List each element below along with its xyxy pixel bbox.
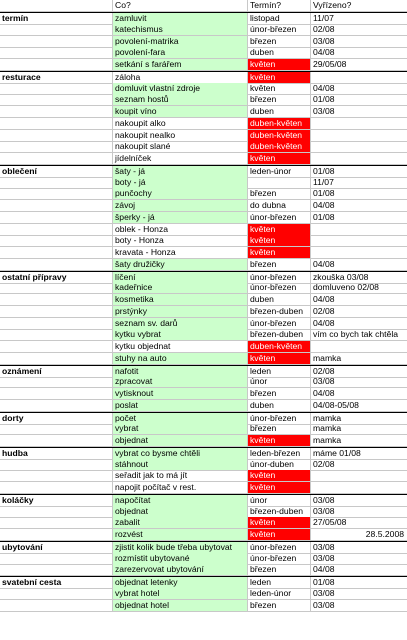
done-cell[interactable]: 02/08 (311, 459, 407, 471)
category-cell[interactable] (0, 130, 113, 142)
category-cell[interactable] (0, 564, 113, 576)
done-cell[interactable] (311, 118, 407, 130)
header-cell-done[interactable]: Vyřízeno? (311, 0, 407, 12)
table-row (0, 247, 407, 259)
category-cell[interactable] (0, 235, 113, 247)
term-cell[interactable]: únor (248, 495, 311, 507)
done-cell[interactable]: 04/08 (311, 47, 407, 59)
done-cell[interactable]: 04/08 (311, 564, 407, 576)
item-cell[interactable]: punčochy (113, 188, 248, 200)
item-cell[interactable]: šaty družičky (113, 259, 248, 271)
category-cell[interactable] (0, 553, 113, 565)
table-row (0, 259, 407, 271)
item-cell[interactable]: napojit počítač v rest. (113, 482, 248, 494)
category-cell[interactable] (0, 459, 113, 471)
table-row (0, 153, 407, 165)
category-cell[interactable] (0, 470, 113, 482)
item-cell[interactable]: rozvést (113, 529, 248, 541)
term-cell[interactable]: květen (248, 482, 311, 494)
term-cell[interactable]: březen-duben (248, 306, 311, 318)
category-cell[interactable] (0, 94, 113, 106)
table-row (0, 306, 407, 318)
category-cell[interactable] (0, 259, 113, 271)
table-row (0, 212, 407, 224)
category-cell[interactable] (0, 529, 113, 541)
category-cell[interactable] (0, 36, 113, 48)
category-cell[interactable] (0, 294, 113, 306)
term-cell[interactable]: únor-březen (248, 272, 311, 284)
done-cell[interactable]: 04/08-05/08 (311, 400, 407, 412)
table-row (0, 177, 407, 189)
item-cell[interactable]: oblek - Honza (113, 224, 248, 236)
term-cell[interactable]: březen (248, 388, 311, 400)
table-row (0, 564, 407, 576)
item-cell[interactable]: objednat letenky (113, 577, 248, 589)
term-cell[interactable]: leden-březen (248, 448, 311, 460)
category-cell[interactable] (0, 47, 113, 59)
item-cell[interactable]: jídelníček (113, 153, 248, 165)
table-row (0, 188, 407, 200)
item-cell[interactable]: počet (113, 413, 248, 425)
done-cell[interactable]: 03/08 (311, 506, 407, 518)
done-cell[interactable]: 04/08 (311, 318, 407, 330)
done-cell[interactable] (311, 470, 407, 482)
category-cell[interactable] (0, 282, 113, 294)
item-cell[interactable]: zpracovat (113, 376, 248, 388)
done-cell[interactable]: mamka (311, 413, 407, 425)
table-row (0, 470, 407, 482)
table-row (0, 329, 407, 341)
item-cell[interactable]: poslat (113, 400, 248, 412)
term-cell[interactable]: květen (248, 235, 311, 247)
category-cell[interactable] (0, 517, 113, 529)
item-cell[interactable]: záloha (113, 72, 248, 84)
item-cell[interactable]: seřadit jak to má jít (113, 470, 248, 482)
table-row (0, 141, 407, 153)
item-cell[interactable]: vybrat hotel (113, 588, 248, 600)
done-cell[interactable] (311, 247, 407, 259)
term-cell[interactable]: únor-březen (248, 24, 311, 36)
table-row (0, 200, 407, 212)
done-cell[interactable]: 01/08 (311, 212, 407, 224)
category-cell[interactable]: koláčky (0, 495, 113, 507)
term-cell[interactable]: březen (248, 600, 311, 612)
done-cell[interactable]: 04/08 (311, 388, 407, 400)
item-cell[interactable]: vytisknout (113, 388, 248, 400)
header-cell-category[interactable] (0, 0, 113, 12)
term-cell[interactable]: únor (248, 376, 311, 388)
item-cell[interactable]: zabalit (113, 517, 248, 529)
term-cell[interactable]: únor-březen (248, 542, 311, 554)
category-cell[interactable] (0, 247, 113, 259)
done-cell[interactable]: 29/05/08 (311, 59, 407, 71)
item-cell[interactable]: vybrat co bysme chtěli (113, 448, 248, 460)
item-cell[interactable]: stáhnout (113, 459, 248, 471)
done-cell[interactable] (311, 153, 407, 165)
term-cell[interactable]: květen (248, 517, 311, 529)
term-cell[interactable]: květen (248, 224, 311, 236)
table-row (0, 553, 407, 565)
item-cell[interactable]: zjistit kolik bude třeba ubytovat (113, 542, 248, 554)
category-cell[interactable] (0, 329, 113, 341)
done-cell[interactable]: 03/08 (311, 600, 407, 612)
table-row (0, 94, 407, 106)
header-cell-term[interactable]: Termín? (248, 0, 311, 12)
term-cell[interactable]: květen (248, 83, 311, 95)
done-cell[interactable]: 11/07 (311, 13, 407, 25)
term-cell[interactable]: únor-březen (248, 318, 311, 330)
done-cell[interactable]: 01/08 (311, 166, 407, 178)
table-row (0, 282, 407, 294)
term-cell[interactable]: květen (248, 59, 311, 71)
done-cell[interactable]: 01/08 (311, 94, 407, 106)
category-cell[interactable]: termín (0, 13, 113, 25)
category-cell[interactable]: oznámení (0, 366, 113, 378)
term-cell[interactable]: březen (248, 188, 311, 200)
item-cell[interactable]: nakoupit nealko (113, 130, 248, 142)
term-cell[interactable]: květen (248, 153, 311, 165)
item-cell[interactable]: boty - Honza (113, 235, 248, 247)
term-cell[interactable]: leden-únor (248, 588, 311, 600)
done-cell[interactable]: 03/08 (311, 36, 407, 48)
term-cell[interactable]: duben-květen (248, 141, 311, 153)
term-cell[interactable]: únor-březen (248, 212, 311, 224)
done-cell[interactable]: 03/08 (311, 542, 407, 554)
category-cell[interactable] (0, 83, 113, 95)
table-row (0, 506, 407, 518)
term-cell[interactable] (248, 177, 311, 189)
term-cell[interactable]: březen (248, 36, 311, 48)
item-cell[interactable]: stuhy na auto (113, 353, 248, 365)
item-cell[interactable]: závoj (113, 200, 248, 212)
term-cell[interactable]: do dubna (248, 200, 311, 212)
item-cell[interactable]: napočítat (113, 495, 248, 507)
term-cell[interactable]: listopad (248, 13, 311, 25)
item-cell[interactable]: katechismus (113, 24, 248, 36)
done-cell[interactable] (311, 141, 407, 153)
table-row (0, 318, 407, 330)
item-cell[interactable]: povolení-matrika (113, 36, 248, 48)
table-row (0, 59, 407, 71)
item-cell[interactable]: vybrat (113, 423, 248, 435)
item-cell[interactable]: kravata - Honza (113, 247, 248, 259)
category-cell[interactable] (0, 482, 113, 494)
category-cell[interactable] (0, 306, 113, 318)
item-cell[interactable]: nakoupit slané (113, 141, 248, 153)
done-cell[interactable]: mamka (311, 435, 407, 447)
done-cell[interactable]: 02/08 (311, 24, 407, 36)
item-cell[interactable]: kytku vybrat (113, 329, 248, 341)
term-cell[interactable]: květen (248, 72, 311, 84)
done-cell[interactable]: mamka (311, 353, 407, 365)
done-cell[interactable]: 03/08 (311, 495, 407, 507)
category-cell[interactable] (0, 588, 113, 600)
done-cell[interactable] (311, 235, 407, 247)
category-cell[interactable] (0, 318, 113, 330)
category-cell[interactable] (0, 388, 113, 400)
done-cell[interactable]: 03/08 (311, 106, 407, 118)
category-cell[interactable] (0, 59, 113, 71)
category-cell[interactable]: dorty (0, 413, 113, 425)
item-cell[interactable]: šaty - já (113, 166, 248, 178)
done-cell[interactable]: zkouška 03/08 (311, 272, 407, 284)
item-cell[interactable]: kadeřnice (113, 282, 248, 294)
category-cell[interactable] (0, 200, 113, 212)
header-cell-what[interactable]: Co? (113, 0, 248, 12)
term-cell[interactable]: březen-duben (248, 506, 311, 518)
category-cell[interactable]: hudba (0, 448, 113, 460)
done-cell[interactable]: 27/05/08 (311, 517, 407, 529)
item-cell[interactable]: domluvit vlastní zdroje (113, 83, 248, 95)
done-cell[interactable] (311, 341, 407, 353)
done-cell[interactable]: vím co bych tak chtěla (311, 329, 407, 341)
table-row (0, 235, 407, 247)
done-cell[interactable]: máme 01/08 (311, 448, 407, 460)
term-cell[interactable]: únor-duben (248, 459, 311, 471)
item-cell[interactable]: rozmístit ubytované (113, 553, 248, 565)
term-cell[interactable]: březen (248, 564, 311, 576)
term-cell[interactable]: květen (248, 529, 311, 541)
category-cell[interactable] (0, 212, 113, 224)
term-cell[interactable]: duben (248, 47, 311, 59)
category-cell[interactable] (0, 376, 113, 388)
category-cell[interactable]: svatební cesta (0, 577, 113, 589)
table-row (0, 588, 407, 600)
item-cell[interactable]: seznam hostů (113, 94, 248, 106)
item-cell[interactable]: zamluvit (113, 13, 248, 25)
item-cell[interactable]: prstýnky (113, 306, 248, 318)
term-cell[interactable]: březen-duben (248, 329, 311, 341)
category-cell[interactable] (0, 506, 113, 518)
done-cell[interactable] (311, 482, 407, 494)
table-row (0, 376, 407, 388)
table-row (0, 130, 407, 142)
done-cell[interactable] (311, 224, 407, 236)
item-cell[interactable]: koupit víno (113, 106, 248, 118)
done-cell[interactable]: 02/08 (311, 366, 407, 378)
done-cell[interactable]: mamka (311, 423, 407, 435)
item-cell[interactable]: povolení-fara (113, 47, 248, 59)
table-row (0, 83, 407, 95)
table-row (0, 341, 407, 353)
term-cell[interactable]: březen (248, 423, 311, 435)
category-cell[interactable] (0, 118, 113, 130)
category-cell[interactable] (0, 353, 113, 365)
done-cell[interactable]: 04/08 (311, 83, 407, 95)
item-cell[interactable]: boty - já (113, 177, 248, 189)
term-cell[interactable]: duben (248, 106, 311, 118)
table-row (0, 459, 407, 471)
done-cell[interactable]: 01/08 (311, 577, 407, 589)
table-row (0, 353, 407, 365)
category-cell[interactable] (0, 435, 113, 447)
item-cell[interactable]: objednat (113, 506, 248, 518)
category-cell[interactable] (0, 106, 113, 118)
term-cell[interactable]: duben-květen (248, 130, 311, 142)
done-cell[interactable]: 04/08 (311, 259, 407, 271)
category-cell[interactable] (0, 400, 113, 412)
term-cell[interactable]: leden (248, 577, 311, 589)
category-cell[interactable] (0, 24, 113, 36)
category-cell[interactable]: ubytování (0, 542, 113, 554)
table-row (0, 388, 407, 400)
table-row (0, 423, 407, 435)
table-row (0, 600, 407, 612)
table-row (0, 529, 407, 541)
term-cell[interactable]: únor-březen (248, 553, 311, 565)
term-cell[interactable]: duben (248, 400, 311, 412)
category-cell[interactable]: resturace (0, 72, 113, 84)
term-cell[interactable]: duben-květen (248, 118, 311, 130)
table-row (0, 224, 407, 236)
term-cell[interactable]: duben (248, 294, 311, 306)
item-cell[interactable]: objednat hotel (113, 600, 248, 612)
category-cell[interactable] (0, 188, 113, 200)
term-cell[interactable]: květen (248, 435, 311, 447)
term-cell[interactable]: leden-únor (248, 166, 311, 178)
term-cell[interactable]: únor-březen (248, 282, 311, 294)
item-cell[interactable]: objednat (113, 435, 248, 447)
table-row (0, 118, 407, 130)
category-cell[interactable] (0, 153, 113, 165)
done-cell[interactable]: 28.5.2008 (311, 529, 407, 541)
table-row (0, 517, 407, 529)
term-cell[interactable]: leden (248, 366, 311, 378)
term-cell[interactable]: květen (248, 470, 311, 482)
category-cell[interactable] (0, 141, 113, 153)
done-cell[interactable]: 04/08 (311, 294, 407, 306)
item-cell[interactable]: zarezervovat ubytování (113, 564, 248, 576)
table-row (0, 294, 407, 306)
category-cell[interactable] (0, 177, 113, 189)
item-cell[interactable]: líčení (113, 272, 248, 284)
category-cell[interactable] (0, 600, 113, 612)
term-cell[interactable]: květen (248, 353, 311, 365)
table-row (0, 482, 407, 494)
table-row (0, 36, 407, 48)
done-cell[interactable]: 01/08 (311, 188, 407, 200)
item-cell[interactable]: nakoupit alko (113, 118, 248, 130)
table-row (0, 400, 407, 412)
table-row (0, 47, 407, 59)
done-cell[interactable]: 02/08 (311, 306, 407, 318)
done-cell[interactable]: domluveno 02/08 (311, 282, 407, 294)
category-cell[interactable]: oblečení (0, 166, 113, 178)
table-row (0, 106, 407, 118)
item-cell[interactable]: nafotit (113, 366, 248, 378)
category-cell[interactable]: ostatní přípravy (0, 272, 113, 284)
item-cell[interactable]: setkání s farářem (113, 59, 248, 71)
item-cell[interactable]: kytku objednat (113, 341, 248, 353)
header-row (0, 0, 407, 12)
term-cell[interactable]: únor-březen (248, 413, 311, 425)
table-row (0, 435, 407, 447)
term-cell[interactable]: březen (248, 94, 311, 106)
done-cell[interactable]: 03/08 (311, 588, 407, 600)
done-cell[interactable]: 03/08 (311, 553, 407, 565)
category-cell[interactable] (0, 224, 113, 236)
item-cell[interactable]: kosmetika (113, 294, 248, 306)
done-cell[interactable]: 03/08 (311, 376, 407, 388)
term-cell[interactable]: duben-květen (248, 341, 311, 353)
done-cell[interactable] (311, 130, 407, 142)
item-cell[interactable]: šperky - já (113, 212, 248, 224)
done-cell[interactable]: 04/08 (311, 200, 407, 212)
item-cell[interactable]: seznam sv. darů (113, 318, 248, 330)
term-cell[interactable]: květen (248, 247, 311, 259)
term-cell[interactable]: březen (248, 259, 311, 271)
done-cell[interactable]: 11/07 (311, 177, 407, 189)
table-row (0, 24, 407, 36)
category-cell[interactable] (0, 423, 113, 435)
category-cell[interactable] (0, 341, 113, 353)
